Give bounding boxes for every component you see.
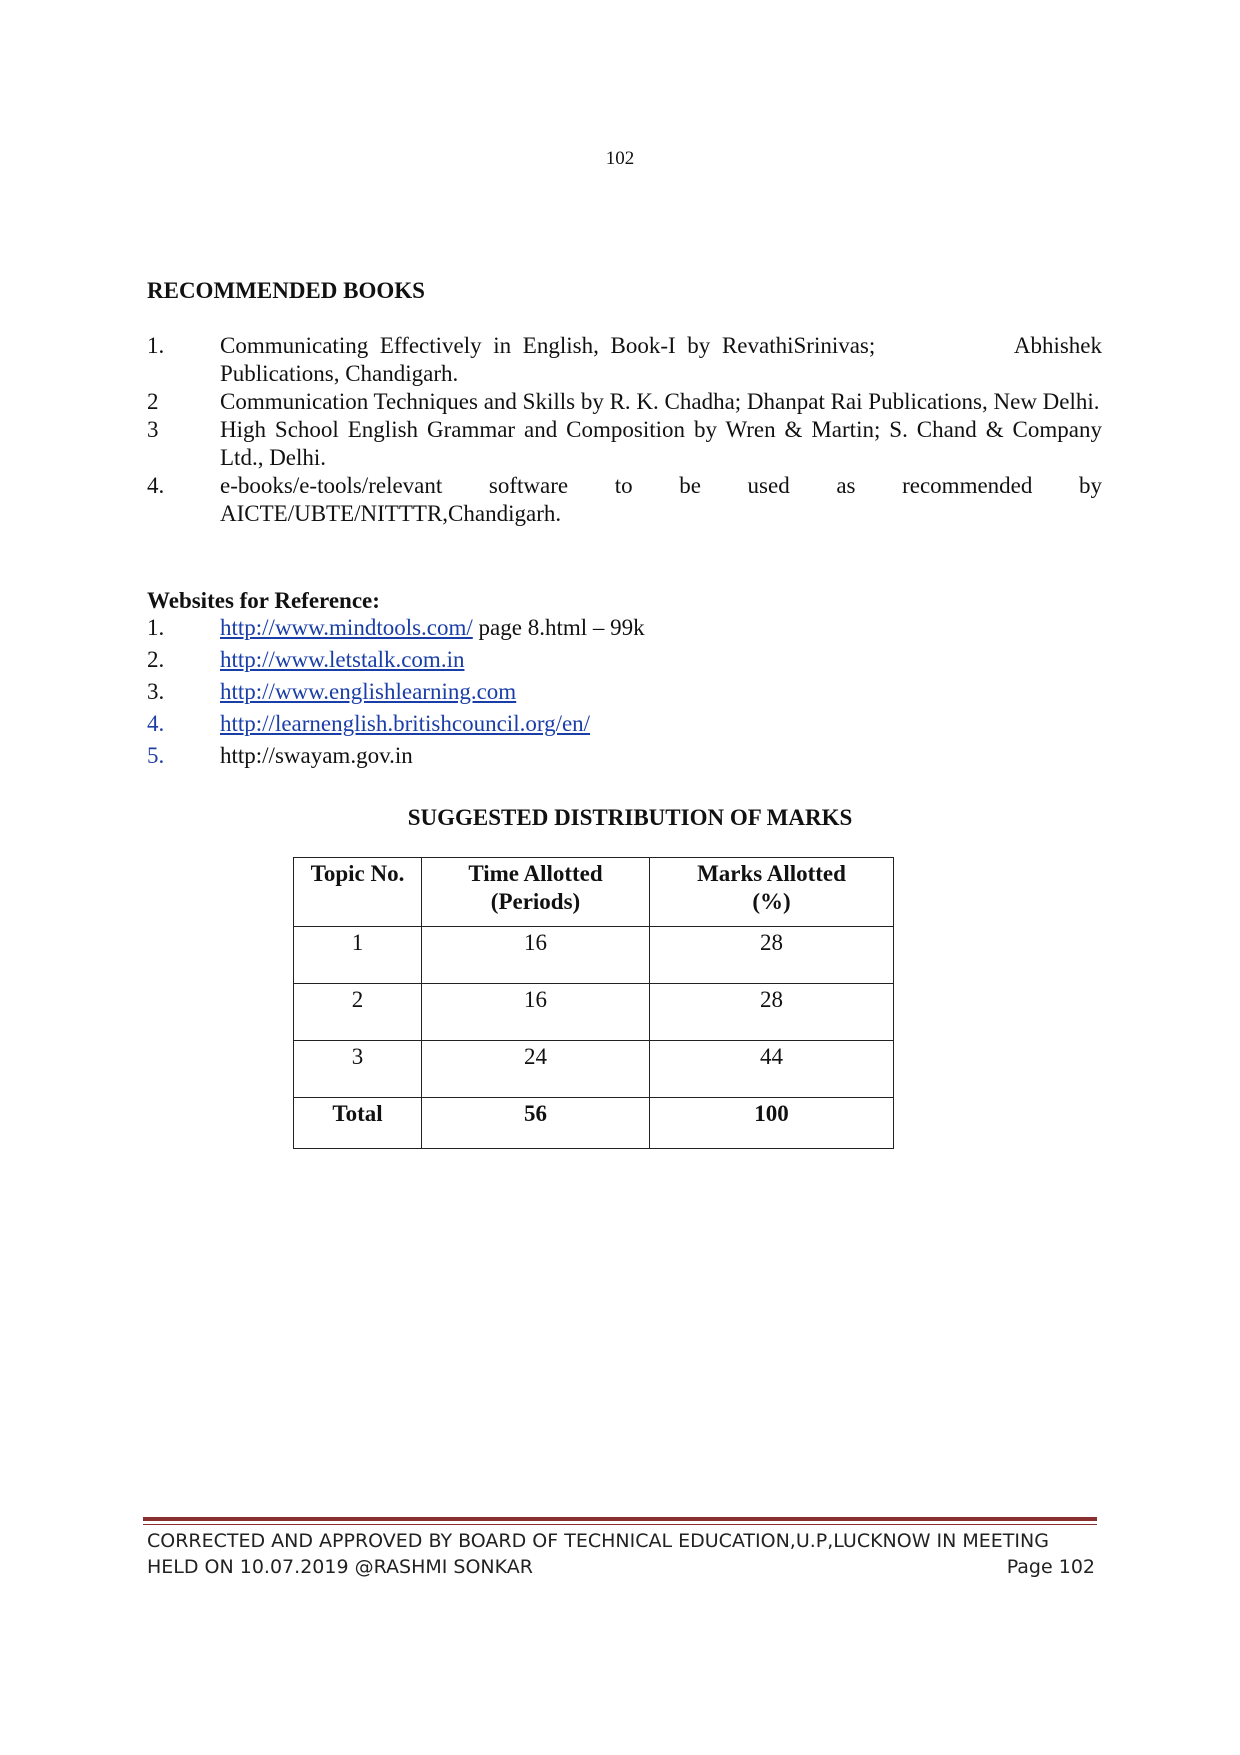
header-time-allotted: Time Allotted (Periods): [422, 858, 650, 927]
header-marks-allotted: Marks Allotted (%): [650, 858, 894, 927]
website-link-mindtools[interactable]: http://www.mindtools.com/: [220, 615, 473, 640]
book-number: 1.: [147, 333, 165, 358]
time-cell: 16: [422, 984, 650, 1041]
topic-cell: 2: [294, 984, 422, 1041]
book-text: High School English Grammar and Composition by Wren & Martin; S. Chand & Company Ltd., Delhi.: [220, 417, 1102, 470]
book-number: 2: [147, 389, 159, 414]
total-time-cell: 56: [422, 1098, 650, 1149]
website-link-englishlearning[interactable]: http://www.englishlearning.com: [220, 679, 517, 704]
header-topic-no: Topic No.: [294, 858, 422, 927]
website-link-britishcouncil[interactable]: http://learnenglish.britishcouncil.org/en/: [220, 711, 591, 736]
table-row: [294, 1041, 894, 1098]
book-item: [147, 472, 1102, 528]
website-item: [147, 614, 1102, 646]
time-cell: 16: [422, 927, 650, 984]
website-item: [147, 710, 1102, 742]
book-item: [147, 332, 1102, 388]
marks-cell: 44: [650, 1041, 894, 1098]
marks-table-title: SUGGESTED DISTRIBUTION OF MARKS: [407, 805, 853, 830]
website-number: 5.: [147, 743, 165, 768]
website-item: [147, 646, 1102, 678]
footer-line-2: [147, 1554, 1095, 1580]
websites-list: [147, 614, 1102, 774]
footer-divider: [143, 1517, 1097, 1521]
book-item: [147, 416, 1102, 472]
book-number: 4.: [147, 473, 165, 498]
marks-cell: 28: [650, 927, 894, 984]
topic-cell: 3: [294, 1041, 422, 1098]
footer-divider-thin: [143, 1524, 1097, 1525]
footer-line-1: CORRECTED AND APPROVED BY BOARD OF TECHNICAL EDUCATION,U.P,LUCKNOW IN MEETING: [147, 1530, 1049, 1552]
recommended-books-heading: RECOMMENDED BOOKS: [147, 278, 425, 303]
table-total-row: [294, 1098, 894, 1149]
book-text: Communicating Effectively in English, Book-I by RevathiSrinivas; Abhishek Publications, Chandigarh.: [220, 333, 1102, 386]
page-number: 102: [605, 148, 635, 169]
website-number: 2.: [147, 647, 165, 672]
websites-heading: Websites for Reference:: [147, 588, 380, 613]
total-marks-cell: 100: [650, 1098, 894, 1149]
website-number: 3.: [147, 679, 165, 704]
footer-approval-date: HELD ON 10.07.2019 @RASHMI SONKAR: [147, 1556, 533, 1578]
book-text: Communication Techniques and Skills by R. K. Chadha; Dhanpat Rai Publications, New Delhi.: [220, 389, 1100, 414]
time-cell: 24: [422, 1041, 650, 1098]
website-item: [147, 742, 1102, 774]
table-header-row: [294, 858, 894, 927]
website-entry: [220, 614, 645, 646]
website-link-letstalk[interactable]: http://www.letstalk.com.in: [220, 647, 465, 672]
website-number: 1.: [147, 615, 165, 640]
table-row: [294, 927, 894, 984]
table-row: [294, 984, 894, 1041]
footer: [147, 1528, 1095, 1580]
website-number: 4.: [147, 711, 165, 736]
website-text-swayam: http://swayam.gov.in: [220, 743, 413, 768]
marks-cell: 28: [650, 984, 894, 1041]
book-number: 3: [147, 417, 159, 442]
website-suffix: page 8.html – 99k: [472, 615, 645, 640]
website-item: [147, 678, 1102, 710]
book-text: e-books/e-tools/relevant software to be used as recommended by AICTE/UBTE/NITTTR,Chandigarh.: [220, 473, 1102, 526]
total-label-cell: Total: [294, 1098, 422, 1149]
book-item: [147, 388, 1102, 416]
marks-distribution-table: [293, 857, 894, 1149]
footer-page-label: Page 102: [1006, 1556, 1095, 1578]
recommended-books-list: [147, 332, 1102, 528]
topic-cell: 1: [294, 927, 422, 984]
